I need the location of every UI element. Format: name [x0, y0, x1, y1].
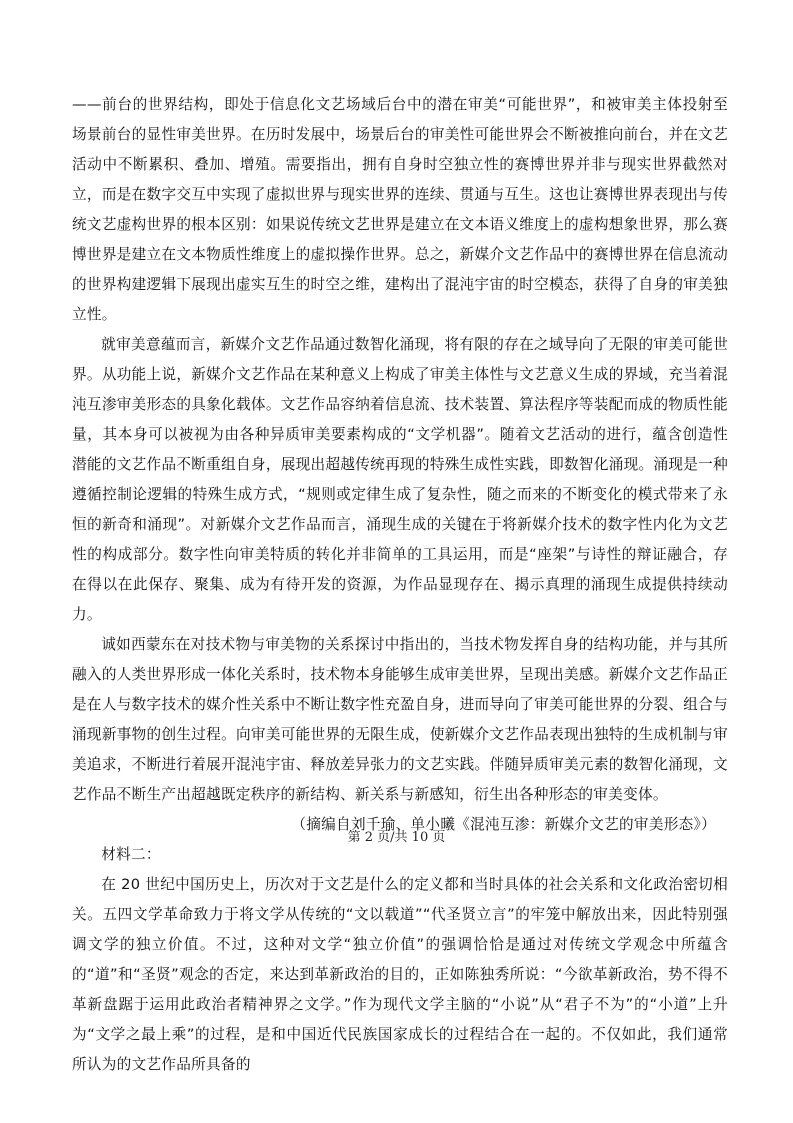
- paragraph-2: 就审美意蕴而言，新媒介文艺作品通过数智化涌现，将有限的存在之域导向了无限的审美可能世界。从功能上说，新媒介文艺作品在某种意义上构成了审美主体性与文艺意义生成的界域，充当着混沌互渗审美形态的具象化载体。文艺作品容纳着信息流、技术装置、算法程序等装配而成的物质性能量，其本身可以被视为由各种异质审美要素构成的“文学机器”。随着文艺活动的进行，蕴含创造性潜能的文艺作品不断重组自身，展现出超越传统再现的特殊生成性实践，即数智化涌现。涌现是一种遵循控制论逻辑的特殊生成方式，“规则或定律生成了复杂性，随之而来的不断变化的模式带来了永恒的新奇和涌现”。对新媒介文艺作品而言，涌现生成的关键在于将新媒介技术的数字性内化为文艺性的构成部分。数字性向审美特质的转化并非简单的工具运用，而是“座架”与诗性的辩证融合，存在得以在此保存、聚集、成为有待开发的资源，为作品显现存在、揭示真理的涌现生成提供持续动力。: [72, 336, 728, 623]
- paragraph-1: ——前台的世界结构，即处于信息化文艺场域后台中的潜在审美“可能世界”，和被审美主体投射至场景前台的显性审美世界。在历时发展中，场景后台的审美性可能世界会不断被推向前台，并在文艺活动中不断累积、叠加、增殖。需要指出，拥有自身时空独立性的赛博世界并非与现实世界截然对立，而是在数字交互中实现了虚拟世界与现实世界的连续、贯通与互生。这也让赛博世界表现出与传统文艺虚构世界的根本区别：如果说传统文艺世界是建立在文本语义维度上的虚构想象世界，那么赛博世界是建立在文本物质性维度上的虚拟操作世界。总之，新媒介文艺作品中的赛博世界在信息流动的世界构建逻辑下展现出虚实互生的时空之维，建构出了混沌宇宙的时空模态，获得了自身的审美独立性。: [72, 96, 728, 323]
- material-two-label: 材料二：: [101, 846, 161, 863]
- paragraph-3: 诚如西蒙东在对技术物与审美物的关系探讨中指出的，当技术物发挥自身的结构功能，并与其所融入的人类世界形成一体化关系时，技术物本身能够生成审美世界，呈现出美感。新媒介文艺作品正是在人与数字技术的媒介性关系中不断让数字性充盈自身，进而导向了审美可能世界的分裂、组合与涌现新事物的创生过程。向审美可能世界的无限生成，使新媒介文艺作品表现出独特的生成机制与审美追求，不断进行着展开混沌宇宙、释放差异张力的文艺实践。伴随异质审美元素的数智化涌现，文艺作品不断生产出超越既定秩序的新结构、新关系与新感知，衍生出各种形态的审美变体。: [72, 636, 728, 803]
- source-citation: （摘编自刘千瑜、单小曦《混沌互渗：新媒介文艺的审美形态》）: [291, 816, 716, 833]
- page-footer: 第 2 页/共 10 页: [347, 830, 446, 845]
- paragraph-material-two: 在 20 世纪中国历史上，历次对于文艺是什么的定义都和当时具体的社会关系和文化政治密切相关。五四文学革命致力于将文学从传统的“文以载道”“代圣贤立言”的牢笼中解放出来，因此特别强调文学的独立价值。不过，这种对文学“独立价值”的强调恰恰是通过对传统文学观念中所蕴含的“道”和“圣贤”观念的否定，来达到革新政治的目的，正如陈独秀所说：“今欲革新政治，势不得不革新盘踞于运用此政治者精神界之文学。”作为现代文学主脑的“小说”从“君子不为”的“小道”上升为“文学之最上乘”的过程，是和中国近代民族国家成长的过程结合在一起的。不仅如此，我们通常所认为的文艺作品所具备的: [72, 876, 728, 1073]
- article-body: [72, 90, 728, 1080]
